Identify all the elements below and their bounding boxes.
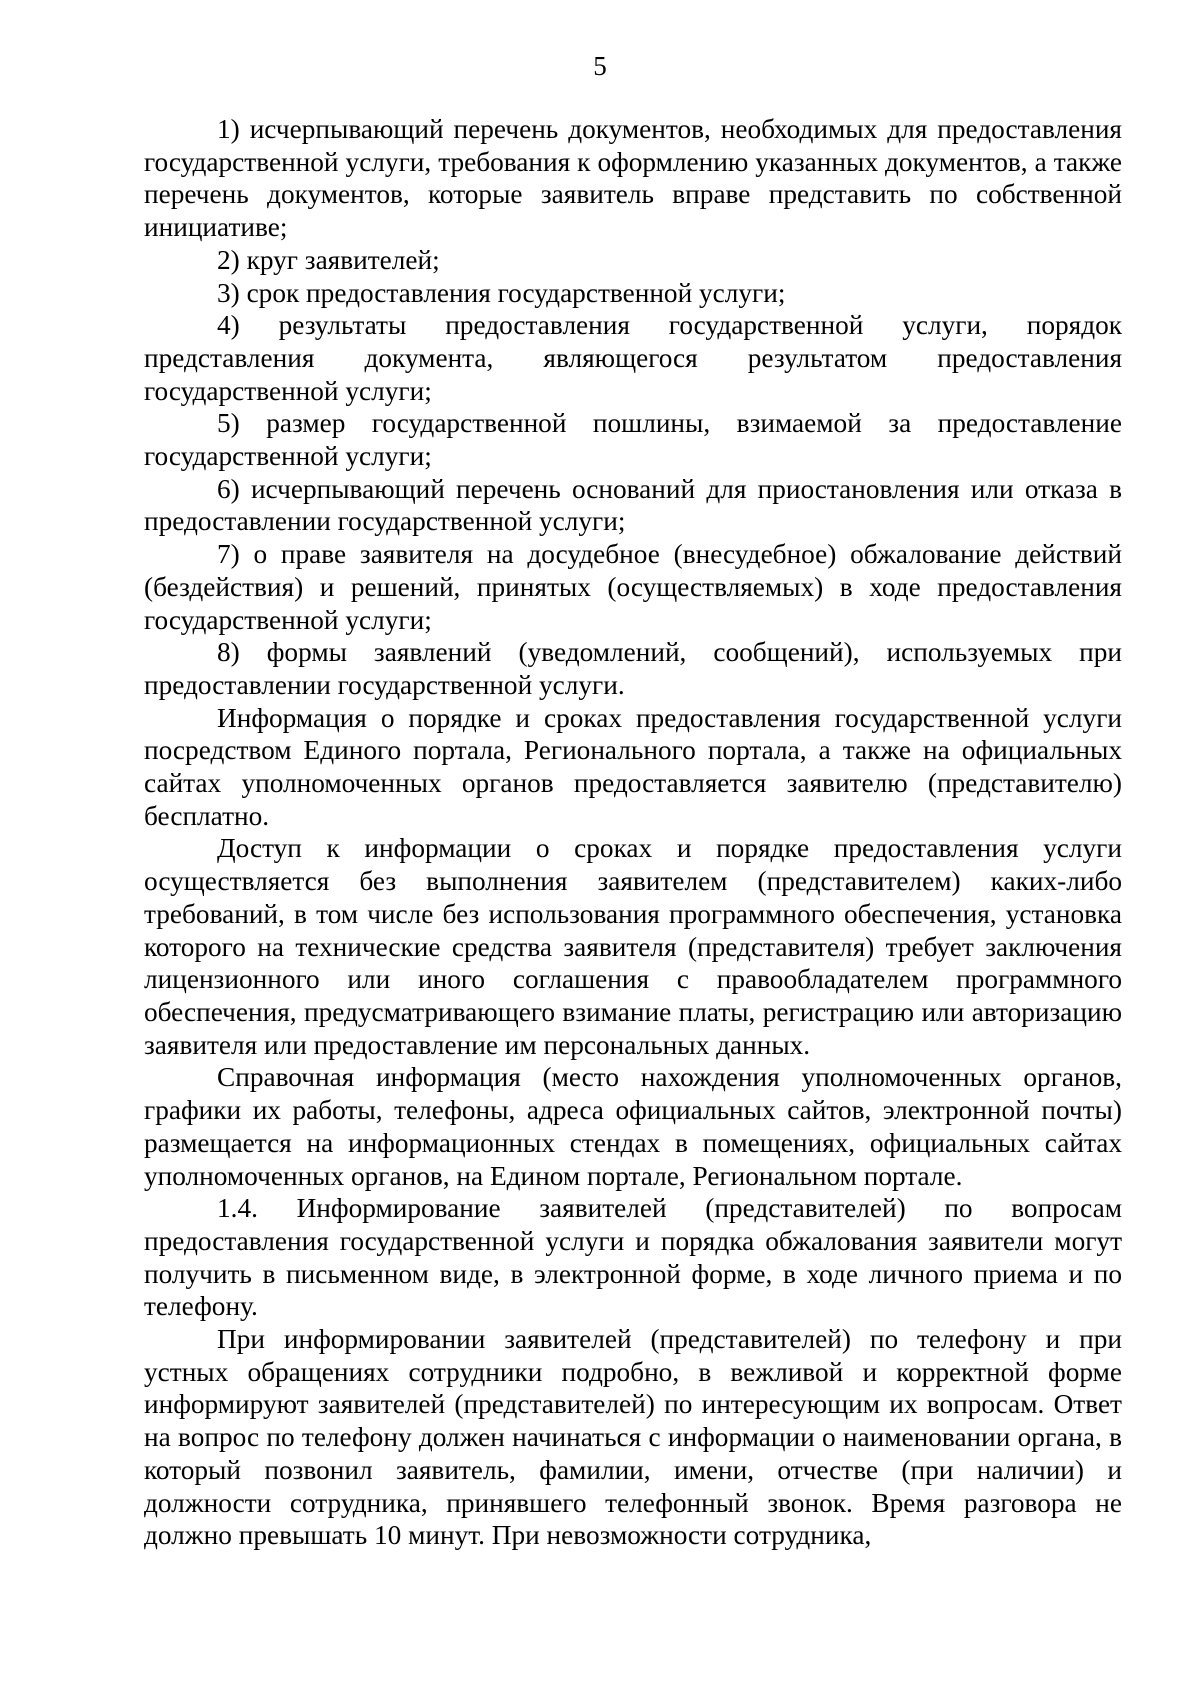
page-number: 5 xyxy=(593,51,607,81)
paragraph-info-access: Доступ к информации о сроках и порядке предоставления услуги осуществляется без выполнения заявителем (представителем) каких-либо требований, в том числе без использования программного обеспечения, установка которого на технические средства заявителя (представителя) требует заключения лицензионного или иного соглашения с правообладателем программного обеспечения, предусматривающего взимание платы, регистрацию или авторизацию заявителя или предоставление им персональных данных. xyxy=(144,833,1122,1060)
paragraph-phone-informing: При информировании заявителей (представителей) по телефону и при устных обращениях сотрудники подробно, в вежливой и корректной форме информируют заявителей (представителей) по интересующим их вопросам. Ответ на вопрос по телефону должен начинаться с информации о наименовании органа, в который позвонил заявитель, фамилии, имени, отчестве (при наличии) и должности сотрудника, принявшего телефонный звонок. Время разговора не должно превышать 10 минут. При невозможности сотрудника, xyxy=(144,1324,1122,1551)
paragraph-info-free-of-charge: Информация о порядке и сроках предоставления государственной услуги посредством Единого портала, Регионального портала, а также на официальных сайтах уполномоченных органов предоставляется заявителю (представителю) бесплатно. xyxy=(144,702,1122,831)
paragraph-item-8-application-forms: 8) формы заявлений (уведомлений, сообщений), используемых при предоставлении государственной услуги. xyxy=(144,637,1122,700)
paragraph-item-6-refusal-grounds: 6) исчерпывающий перечень оснований для приостановления или отказа в предоставлении государственной услуги; xyxy=(144,473,1122,537)
paragraph-item-5-state-fee: 5) размер государственной пошлины, взимаемой за предоставление государственной услуги; xyxy=(144,408,1122,472)
paragraph-item-7-appeal-right: 7) о праве заявителя на досудебное (внесудебное) обжалование действий (бездействия) и решений, принятых (осуществляемых) в ходе предоставления государственной услуги; xyxy=(144,539,1122,635)
paragraph-item-2-applicants: 2) круг заявителей; xyxy=(217,244,440,275)
paragraph-item-1-documents-list: 1) исчерпывающий перечень документов, необходимых для предоставления государственной услуги, требования к оформлению указанных документов, а также перечень документов, которые заявитель вправе представить по собственной инициативе; xyxy=(144,114,1122,243)
paragraph-item-4-service-results: 4) результаты предоставления государственной услуги, порядок представления документа, являющегося результатом предоставления государственной услуги; xyxy=(144,310,1122,406)
document-body xyxy=(144,113,1122,1552)
paragraph-section-1-4: 1.4. Информирование заявителей (представителей) по вопросам предоставления государственной услуги и порядка обжалования заявители могут получить в письменном виде, в электронной форме, в ходе личного приема и по телефону. xyxy=(144,1193,1122,1322)
paragraph-item-3-service-term: 3) срок предоставления государственной услуги; xyxy=(217,277,786,308)
paragraph-reference-info: Справочная информация (место нахождения уполномоченных органов, графики их работы, телефоны, адреса официальных сайтов, электронной почты) размещается на информационных стендах в помещениях, официальных сайтах уполномоченных органов, на Едином портале, Региональном портале. xyxy=(144,1062,1122,1191)
